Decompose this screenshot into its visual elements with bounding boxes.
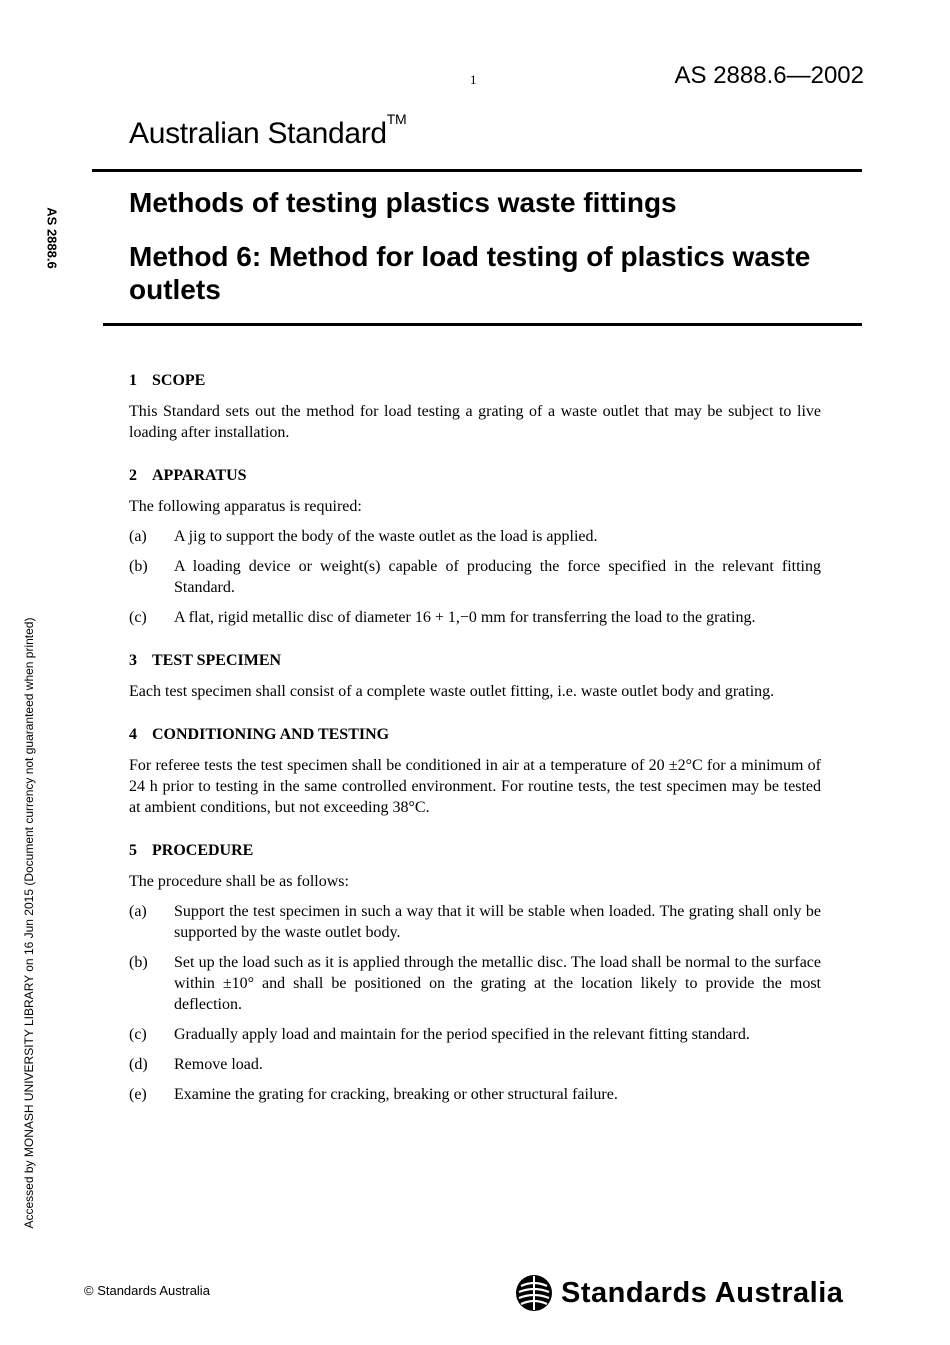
list-item-label: (b) [129,558,148,575]
list-item-label: (e) [129,1086,147,1103]
list-item-text: A jig to support the body of the waste outlet as the load is applied. [174,528,598,545]
section-heading [129,465,821,486]
section-heading [129,724,821,745]
copyright-notice: © Standards Australia [84,1283,210,1298]
list-item-label: (b) [129,954,148,971]
section-number: 2 [129,467,137,484]
list-item-text: A loading device or weight(s) capable of producing the force specified in the relevant fitting Standard. [174,558,821,596]
main-title: Methods of testing plastics waste fittings [129,187,677,218]
section-number: 1 [129,372,137,389]
section-paragraph: The following apparatus is required: [129,498,362,515]
section-paragraph: This Standard sets out the method for load testing a grating of a waste outlet that may be subject to live loading after installation. [129,403,821,441]
standards-australia-logo [515,1274,843,1312]
section-heading [129,650,821,671]
access-note: Accessed by MONASH UNIVERSITY LIBRARY on 16 Jun 2015 (Document currency not guaranteed when printed) [22,617,36,1229]
section-title: APPARATUS [152,467,247,484]
section-paragraph: Each test specimen shall consist of a complete waste outlet fitting, i.e. waste outlet body and grating. [129,683,775,700]
section-title: CONDITIONING AND TESTING [152,726,390,743]
standard-label-text: Australian Standard [129,117,387,150]
list-item [129,607,821,628]
list-item [129,526,821,547]
method-title: Method 6: Method for load testing of plastics waste outlets [129,241,811,305]
list-item-label: (d) [129,1056,148,1073]
section-paragraph: For referee tests the test specimen shall be conditioned in air at a temperature of 20 ±2°C for a minimum of 24 h prior to testing in the same controlled environment. For routine tests, the test specimen may be tested at ambient conditions, but not exceeding 38°C. [129,757,821,816]
list-item-text: Gradually apply load and maintain for the period specified in the relevant fitting standard. [174,1026,750,1043]
document-id: AS 2888.6—2002 [674,62,864,89]
list-item [129,1084,821,1105]
list-item [129,901,821,943]
section-paragraph: The procedure shall be as follows: [129,873,349,890]
list-item-text: A flat, rigid metallic disc of diameter 16 + 1,−0 mm for transferring the load to the grating. [174,609,756,626]
list-item-label: (a) [129,903,147,920]
section-number: 4 [129,726,137,743]
standards-australia-emblem-icon [515,1274,553,1312]
side-document-id: AS 2888.6 [44,207,60,269]
section-number: 3 [129,652,137,669]
list-item-label: (c) [129,609,147,626]
list-item-text: Remove load. [174,1056,263,1073]
section-conditioning [129,724,821,818]
section-procedure [129,840,821,1105]
section-title: SCOPE [152,372,206,389]
list-item [129,1024,821,1045]
section-test-specimen [129,650,821,702]
section-number: 5 [129,842,137,859]
section-title: PROCEDURE [152,842,254,859]
section-heading [129,370,821,391]
list-item [129,556,821,598]
list-item-text: Set up the load such as it is applied through the metallic disc. The load shall be normal to the surface within ±10° and shall be positioned on the grating at the location likely to provide the most deflection. [174,954,821,1013]
list-item [129,952,821,1015]
section-title: TEST SPECIMEN [152,652,282,669]
standard-label [129,111,407,151]
section-apparatus [129,465,821,628]
list-item-text: Support the test specimen in such a way that it will be stable when loaded. The grating shall only be supported by the waste outlet body. [174,903,821,941]
section-scope [129,370,821,443]
document-body [129,370,821,1127]
title-top-rule [92,169,862,172]
title-bottom-rule [103,323,862,326]
page-number: 1 [470,72,477,87]
trademark-mark: TM [386,111,407,127]
logo-text: Standards Australia [561,1276,844,1309]
list-item-label: (c) [129,1026,147,1043]
list-item [129,1054,821,1075]
list-item-label: (a) [129,528,147,545]
list-item-text: Examine the grating for cracking, breaking or other structural failure. [174,1086,618,1103]
section-heading [129,840,821,861]
